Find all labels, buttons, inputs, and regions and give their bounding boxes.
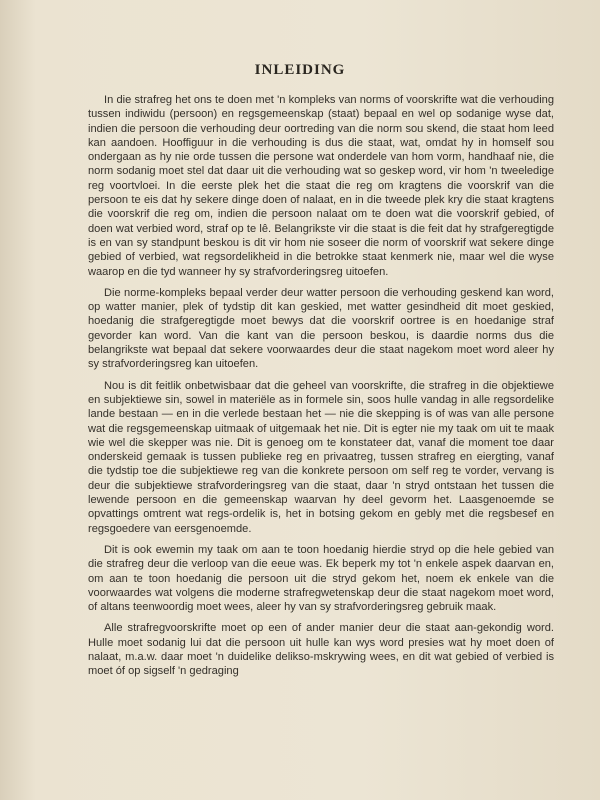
paragraph-2: Die norme-kompleks bepaal verder deur watter persoon die verhouding geskend kan word, op watter manier, plek of tydstip dit kan geskied, met watter gesindheid dit moet geskied, hoedanig die strafgeregtigde moet bewys dat die voorskrif oortree is en hoedanige straf gevorder kan word. Van die kant van die persoon beskou, is daardie norms dus die belangrikste wat bepaal dat sekere voorwaardes deur die staat nagekom moet word aleer hy sy strafvorderingsreg kan uitoefen. — [88, 286, 554, 371]
paragraph-5: Alle strafregvoorskrifte moet op een of ander manier deur die staat aan-gekondig word. Hulle moet sodanig lui dat die persoon uit hulle kan wys word presies wat hy moet doen of nalaat, m.a.w. daar moet 'n duidelike delikso-mskrywing wees, en dit wat gebied of verbied is moet óf op sigself 'n gedraging — [88, 622, 554, 678]
body-text — [88, 93, 554, 686]
page-title: INLEIDING — [254, 62, 346, 78]
paragraph-4: Dit is ook ewemin my taak om aan te toon hoedanig hierdie stryd op die hele gebied van die strafreg deur die verloop van die eeue was. Ek beperk my tot 'n enkele aspek daarvan en, om aan te toon hoedanig die persoon uit die stryd gekom het, noem ek enkele van die voorwaardes wat volgens die moderne strafregwetenskap deur die staat nagekom moet word, of altans teenwoordig moet wees, aleer hy van sy strafvorderingsreg gebruik maak. — [88, 543, 554, 614]
paragraph-3: Nou is dit feitlik onbetwisbaar dat die geheel van voorskrifte, die strafreg in die objektiewe en subjektiewe sin, sowel in materiële as in formele sin, soos hulle vandag in alle regsordelike lande bestaan — en in die verlede bestaan het — nie die skepping is of was van alle persone wat die regsgemeenskap uitmaak of uitgemaak het nie. Dit is egter nie my taak om uit te maak wie wel die skepper was nie. Dit is genoeg om te konstateer dat, vanaf die moment toe daar onderskeid gemaak is tussen publieke reg en privaatreg, tussen strafreg en eiergting, vanaf die tydstip toe die subjektiewe reg van die konkrete persoon om self reg te vorder, vervang is deur die subjektiewe strafvorderingsreg van die staat, daar 'n stryd ontstaan het tussen die lewende persoon en die gemeenskap waarvan hy deel gevorm het. Laasgenoemde se opvattings omtrent wat regs-ordelik is, het in botsing gekom en gebly met die regsbesef en regsgoedere van eersgenoemde. — [88, 379, 554, 535]
paragraph-1: In die strafreg het ons te doen met 'n kompleks van norms of voorskrifte wat die verhouding tussen indiwidu (persoon) en regsgemeenskap (staat) bepaal en wel op sodanige wyse dat, indien die persoon die verhouding deur oortreding van die norm sou skend, die staat hom leed kan aandoen. Hooffiguur in die verhouding is dus die staat, wat, omdat hy in homself sou ondergaan as hy nie orde tussen die persone wat onderdele van hom vorm, handhaaf nie, die norm sodanig moet stel dat daar uit die verhouding wat so geskep word, vir hom 'n tweeledige reg voortvloei. In die eerste plek het die staat die reg om kragtens die voorskrif van die persoon te eis dat hy sekere dinge doen of nalaat, en in die tweede plek kry die staat kragtens die voorskrif die reg om, indien die persoon nalaat om te doen wat die voorskrif gebied, of doen wat verbied word, straf op te lê. Belangrikste vir die staat is die feit dat hy strafgeregtigde is en van sy standpunt beskou is dit vir hom nie soseer die norm of voorskrif wat sekere dinge gebied of verbied, wat regsordelikheid in die betrokke staat kenmerk nie, maar wel die wyse waarop en die tyd wanneer hy sy strafvorderingsreg uitoefen. — [88, 94, 554, 278]
